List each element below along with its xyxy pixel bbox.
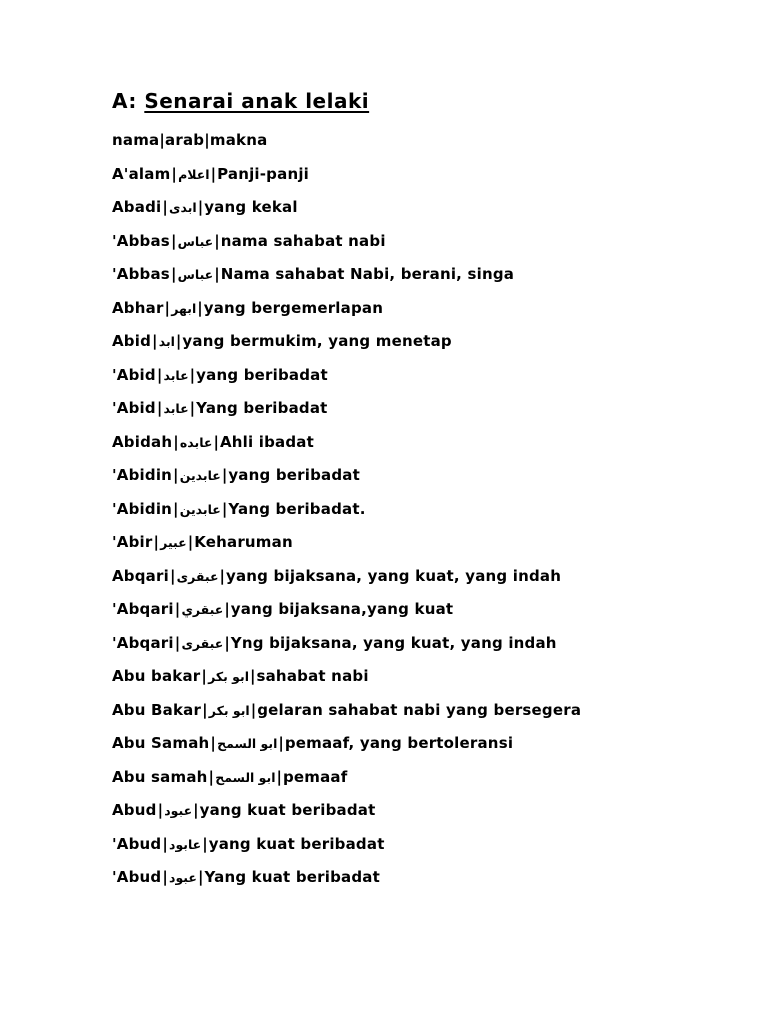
name-meaning: Ahli ibadat [219, 432, 314, 451]
page-title-underlined-text: Senarai anak lelaki [144, 89, 370, 113]
pipe-separator: | [170, 265, 177, 283]
name-entry-row [112, 459, 738, 493]
name-meaning: yang bijaksana, yang kuat, yang indah [226, 566, 562, 585]
name-entry-row [112, 761, 738, 795]
pipe-separator: | [210, 164, 217, 183]
name-entry-row [112, 660, 738, 694]
name-latin: 'Abqari [112, 600, 174, 618]
pipe-separator: | [201, 667, 208, 685]
name-meaning: yang kuat beribadat [199, 801, 376, 819]
name-latin: 'Abid [112, 365, 156, 384]
name-arabic: عابدين [179, 501, 221, 517]
name-entry-row [112, 828, 738, 862]
name-meaning: Nama sahabat Nabi, berani, singa [220, 265, 515, 283]
name-meaning: pemaaf, yang bertoleransi [284, 734, 514, 752]
pipe-separator: | [173, 432, 179, 451]
pipe-separator: | [202, 700, 208, 719]
name-entry-row [112, 627, 738, 661]
pipe-separator: | [173, 499, 179, 518]
name-entry-row [112, 359, 738, 393]
name-arabic: عبود [169, 870, 197, 885]
name-latin: 'Abud [112, 868, 162, 886]
pipe-separator: | [157, 801, 164, 819]
pipe-separator: | [156, 365, 163, 384]
name-arabic: عبقري [181, 602, 224, 617]
pipe-separator: | [169, 566, 176, 585]
name-arabic: عبقرى [181, 635, 224, 651]
name-latin: 'Abidin [112, 466, 173, 484]
name-arabic: اعلام [178, 166, 210, 182]
name-entry-row [112, 861, 738, 895]
name-entry-row [112, 392, 738, 426]
pipe-separator: | [250, 700, 257, 719]
name-latin: Abud [112, 801, 157, 819]
name-latin: Abu Samah [112, 734, 210, 752]
name-entry-row [112, 225, 738, 259]
name-arabic: عابدين [179, 468, 221, 483]
pipe-separator: | [278, 734, 284, 752]
name-arabic: عبود [164, 803, 193, 818]
name-arabic: ابو السمح [217, 736, 278, 751]
name-latin: Abhar [112, 298, 164, 317]
name-entry-row [112, 191, 738, 225]
pipe-separator: | [171, 164, 178, 183]
name-meaning: Keharuman [194, 533, 293, 551]
page-title [112, 88, 738, 114]
name-arabic: ابو السمح [215, 769, 276, 785]
name-meaning: Panji-panji [217, 164, 309, 183]
name-latin: 'Abidin [112, 499, 173, 518]
page-title-prefix: A: [112, 89, 145, 113]
name-meaning: Yang kuat beribadat [204, 868, 380, 886]
pipe-separator: | [156, 399, 163, 417]
name-entry-row [112, 560, 738, 594]
name-arabic: ابو بكر [208, 669, 249, 684]
name-latin: A'alam [112, 164, 171, 183]
name-meaning: sahabat nabi [256, 667, 369, 685]
name-list [112, 158, 738, 895]
name-meaning: Yng bijaksana, yang kuat, yang indah [230, 633, 557, 652]
name-latin: 'Abbas [112, 231, 170, 250]
name-meaning: yang beribadat [228, 466, 360, 484]
name-arabic: ابهر [171, 300, 197, 316]
name-latin: 'Abid [112, 399, 156, 417]
pipe-separator: | [174, 600, 181, 618]
pipe-separator: | [187, 533, 194, 551]
pipe-separator: | [152, 332, 158, 350]
name-entry-row [112, 258, 738, 292]
name-latin: 'Abbas [112, 265, 170, 283]
name-meaning: yang kuat beribadat [208, 834, 385, 853]
pipe-separator: | [197, 298, 203, 317]
name-arabic: عابده [179, 434, 213, 450]
pipe-separator: | [250, 667, 256, 685]
name-meaning: yang bergemerlapan [203, 298, 384, 317]
pipe-separator: | [276, 767, 282, 786]
name-meaning: Yang beribadat [196, 399, 328, 417]
name-meaning: nama sahabat nabi [220, 231, 386, 250]
name-entry-row [112, 325, 738, 359]
name-arabic: عابد [163, 401, 189, 416]
name-latin: 'Abqari [112, 633, 174, 652]
name-latin: Abid [112, 332, 152, 350]
name-meaning: pemaaf [282, 767, 348, 786]
pipe-separator: | [153, 533, 160, 551]
pipe-separator: | [173, 466, 179, 484]
pipe-separator: | [170, 231, 177, 250]
pipe-separator: | [162, 868, 169, 886]
name-meaning: gelaran sahabat nabi yang bersegera [257, 700, 582, 719]
name-meaning: Yang beribadat. [228, 499, 366, 518]
pipe-separator: | [164, 298, 171, 317]
name-latin: Abidah [112, 432, 173, 451]
name-entry-row [112, 526, 738, 560]
pipe-separator: | [224, 600, 230, 618]
name-latin: Abqari [112, 566, 169, 585]
name-entry-row [112, 158, 738, 192]
name-arabic: عباس [177, 267, 214, 282]
pipe-separator: | [174, 633, 181, 652]
pipe-separator: | [224, 633, 230, 652]
pipe-separator: | [214, 231, 220, 250]
pipe-separator: | [162, 198, 169, 216]
pipe-separator: | [193, 801, 199, 819]
pipe-separator: | [221, 499, 228, 518]
name-meaning: yang bermukim, yang menetap [182, 332, 452, 350]
name-arabic: ابو بكر [208, 702, 250, 718]
pipe-separator: | [219, 566, 225, 585]
pipe-separator: | [221, 466, 228, 484]
pipe-separator: | [162, 834, 169, 853]
name-arabic: عباس [177, 233, 214, 249]
pipe-separator: | [189, 365, 196, 384]
name-latin: Abu Bakar [112, 700, 202, 719]
pipe-separator: | [202, 834, 208, 853]
name-latin: Abu bakar [112, 667, 201, 685]
name-arabic: عبقرى [176, 568, 219, 584]
name-arabic: عبير [160, 535, 187, 550]
name-arabic: عابد [163, 367, 189, 383]
name-entry-row [112, 426, 738, 460]
pipe-separator: | [210, 734, 217, 752]
name-meaning: yang bijaksana,yang kuat [230, 600, 454, 618]
name-entry-row [112, 694, 738, 728]
name-arabic: ابدى [169, 200, 197, 215]
name-arabic: عابود [169, 836, 202, 852]
name-entry-row [112, 593, 738, 627]
name-latin: Abu samah [112, 767, 208, 786]
name-meaning: yang kekal [204, 198, 298, 216]
pipe-separator: | [208, 767, 215, 786]
pipe-separator: | [214, 265, 220, 283]
pipe-separator: | [197, 198, 204, 216]
name-entry-row [112, 493, 738, 527]
name-latin: Abadi [112, 198, 162, 216]
pipe-separator: | [197, 868, 204, 886]
name-meaning: yang beribadat [196, 365, 328, 384]
pipe-separator: | [213, 432, 219, 451]
name-latin: 'Abir [112, 533, 153, 551]
name-latin: 'Abud [112, 834, 162, 853]
column-header-row: nama|arab|makna [112, 131, 268, 149]
name-entry-row [112, 292, 738, 326]
pipe-separator: | [189, 399, 196, 417]
name-arabic: ابد [158, 334, 175, 349]
name-entry-row [112, 794, 738, 828]
name-entry-row [112, 727, 738, 761]
pipe-separator: | [175, 332, 182, 350]
